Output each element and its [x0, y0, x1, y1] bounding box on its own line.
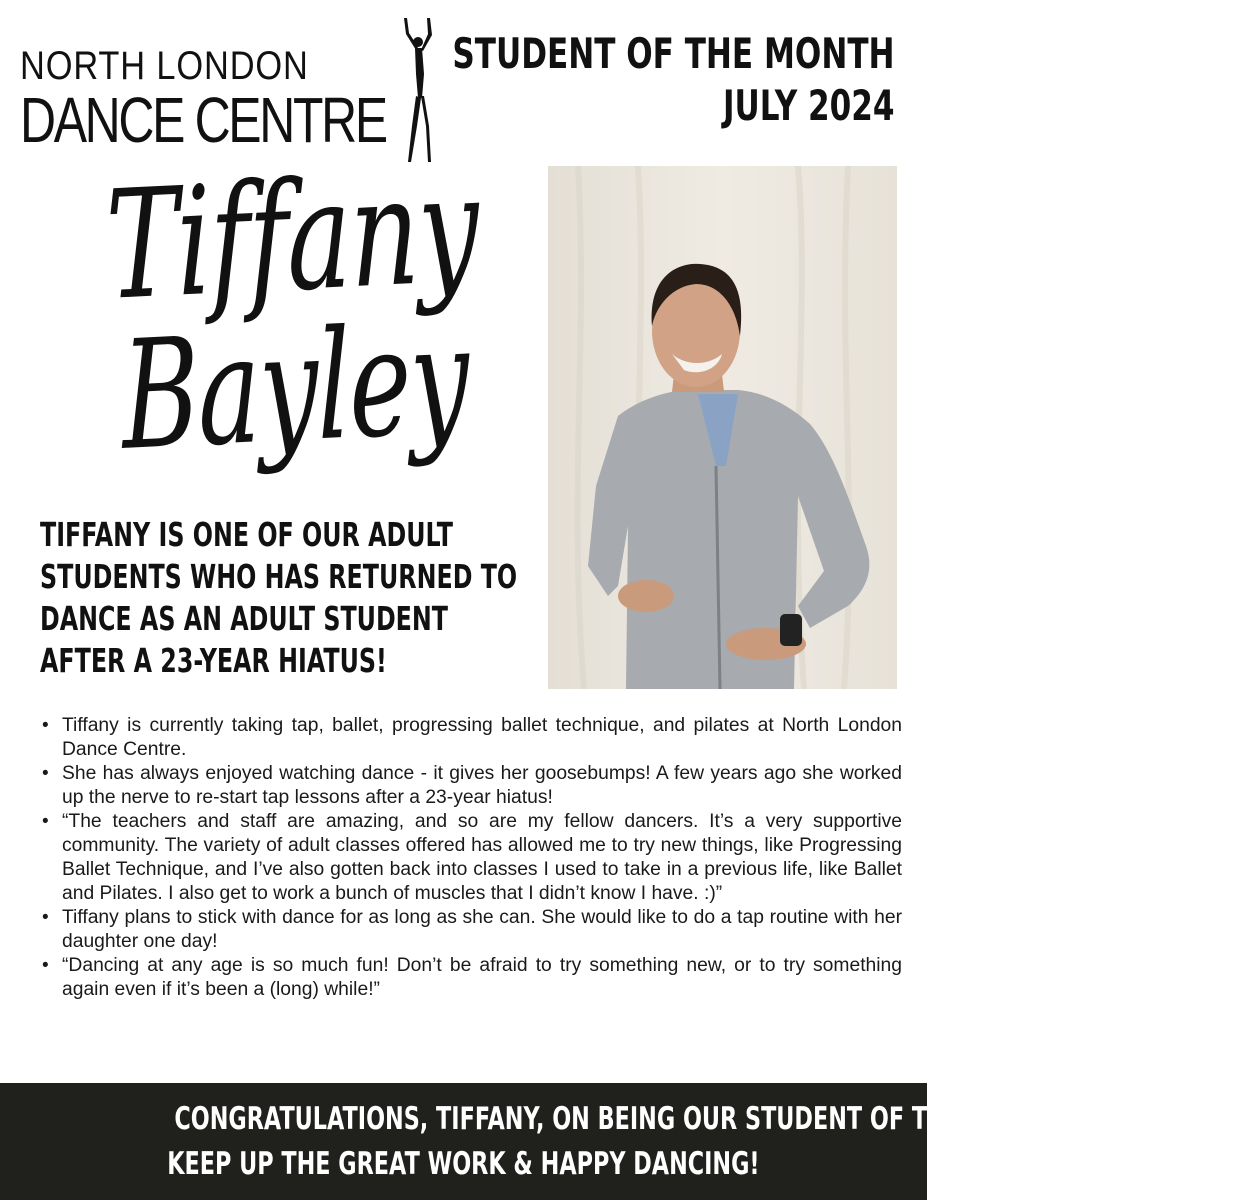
- title-line-2: JULY 2024: [723, 81, 895, 130]
- list-item: • “Dancing at any age is so much fun! Don’t be afraid to try something new, or to try something again even if it’s been a (long) while!”: [40, 954, 902, 1002]
- list-item: • Tiffany is currently taking tap, ballet, progressing ballet technique, and pilates at North London Dance Centre.: [40, 714, 902, 762]
- student-last-name: Bayley: [120, 292, 470, 484]
- footer-line-2: [0, 1146, 927, 1182]
- intro-line-3: DANCE AS AN ADULT STUDENT: [40, 599, 449, 638]
- student-first-name: Tiffany: [104, 141, 480, 334]
- list-item: • “The teachers and staff are amazing, and so are my fellow dancers. It’s a very supportive community. The variety of adult classes offered has allowed me to try new things, like Progressing Ballet Technique, and I’ve also gotten back into classes I used to take in a previous life, like Ballet and Pilates. I also get to work a bunch of muscles that I didn’t know I have. :)”: [40, 810, 902, 906]
- intro-line-2: STUDENTS WHO HAS RETURNED TO: [40, 557, 518, 596]
- student-name: [80, 141, 480, 500]
- logo-line-2: DANCE CENTRE: [20, 84, 386, 156]
- list-item: • Tiffany plans to stick with dance for as long as she can. She would like to do a tap routine with her daughter one day!: [40, 906, 902, 954]
- footer-line-1: [0, 1101, 1072, 1137]
- list-item: • She has always enjoyed watching dance - it gives her goosebumps! A few years ago she worked up the nerve to re-start tap lessons after a 23-year hiatus!: [40, 762, 902, 810]
- student-photo: [548, 166, 897, 689]
- intro-heading: [40, 514, 530, 682]
- page-title: [453, 28, 895, 132]
- footer-text-1: CONGRATULATIONS, TIFFANY, ON BEING OUR STUDENT OF THE MONTH.: [174, 1101, 1072, 1137]
- student-photo-illustration: [548, 166, 897, 689]
- footer-banner: [0, 1083, 1072, 1200]
- footer-text-2: KEEP UP THE GREAT WORK & HAPPY DANCING!: [167, 1146, 760, 1182]
- bullet-list: [40, 714, 902, 1002]
- logo: [20, 14, 420, 166]
- intro-line-4: AFTER A 23-YEAR HIATUS!: [40, 641, 387, 680]
- logo-line-1: NORTH LONDON: [20, 44, 309, 88]
- intro-line-1: TIFFANY IS ONE OF OUR ADULT: [40, 515, 453, 554]
- title-line-1: STUDENT OF THE MONTH: [452, 29, 895, 78]
